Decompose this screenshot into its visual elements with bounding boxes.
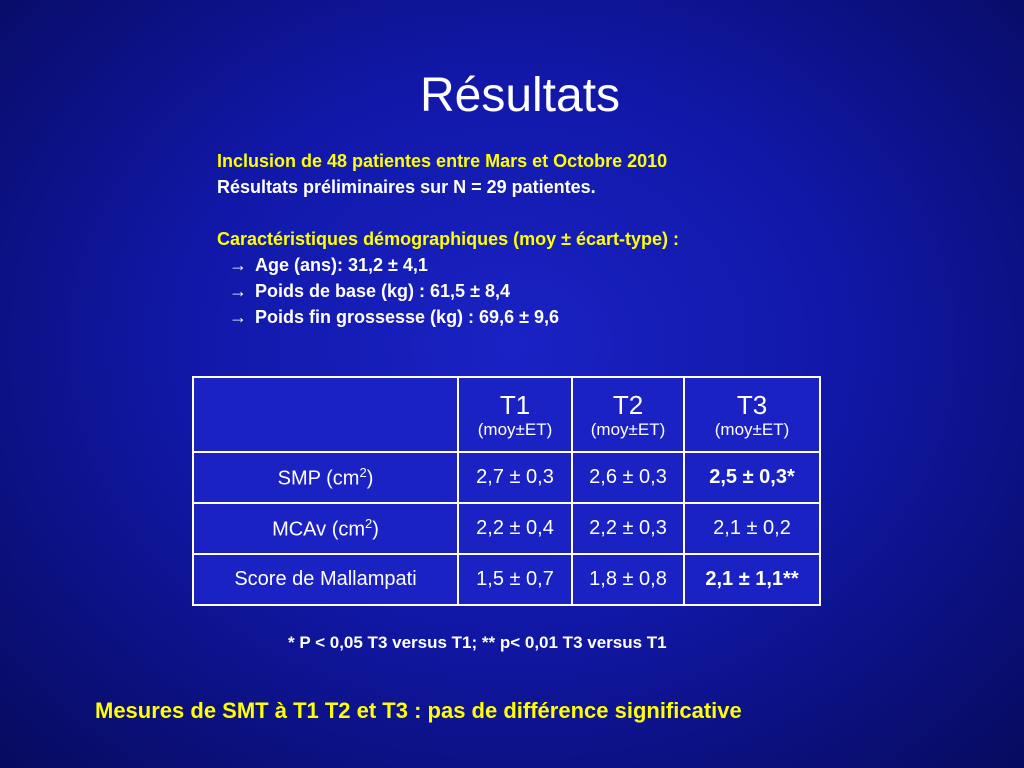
bullet-base-weight bbox=[217, 278, 679, 304]
row-label-end: ) bbox=[366, 467, 374, 490]
table-footnote: * P < 0,05 T3 versus T1; ** p< 0,01 T3 versus T1 bbox=[288, 633, 667, 652]
table-cell: 1,8 ± 0,8 bbox=[573, 555, 683, 604]
spacer bbox=[217, 200, 679, 226]
arrow-right-icon: → bbox=[229, 255, 247, 275]
table-row-mcav bbox=[194, 504, 819, 553]
column-header-t2 bbox=[573, 378, 683, 451]
column-label: T3 bbox=[736, 389, 768, 420]
table-cell-significant: 2,1 ± 1,1** bbox=[685, 555, 819, 604]
bullet-end-weight bbox=[217, 304, 679, 330]
row-label-text: MCAv (cm bbox=[272, 518, 366, 541]
table-cell: 2,1 ± 0,2 bbox=[685, 504, 819, 553]
bullet-age bbox=[217, 252, 679, 278]
table-header-row bbox=[194, 378, 819, 451]
arrow-right-icon: → bbox=[229, 281, 247, 301]
superscript: 2 bbox=[359, 464, 367, 480]
inclusion-line: Inclusion de 48 patientes entre Mars et Octobre 2010 bbox=[217, 151, 668, 171]
bullet-text: Poids de base (kg) : 61,5 ± 8,4 bbox=[255, 281, 510, 301]
table-cell: 2,7 ± 0,3 bbox=[459, 453, 571, 502]
superscript: 2 bbox=[365, 515, 373, 531]
column-label: T2 bbox=[612, 389, 644, 420]
column-header-t3 bbox=[685, 378, 819, 451]
conclusion-text: Mesures de SMT à T1 T2 et T3 : pas de différence significative bbox=[95, 698, 742, 723]
column-label: T1 bbox=[499, 389, 531, 420]
column-header-t1 bbox=[459, 378, 571, 451]
bullet-text: Age (ans): 31,2 ± 4,1 bbox=[255, 255, 428, 275]
table-cell-significant: 2,5 ± 0,3* bbox=[685, 453, 819, 502]
table-cell: 2,6 ± 0,3 bbox=[573, 453, 683, 502]
column-sublabel: (moy±ET) bbox=[714, 419, 790, 439]
intro-block bbox=[217, 148, 679, 330]
row-label: Score de Mallampati bbox=[194, 555, 457, 604]
column-sublabel: (moy±ET) bbox=[477, 419, 553, 439]
row-label bbox=[194, 453, 457, 502]
row-label-text: SMP (cm bbox=[277, 467, 360, 490]
demographics-heading: Caractéristiques démographiques (moy ± écart-type) : bbox=[217, 229, 679, 249]
table-cell: 2,2 ± 0,3 bbox=[573, 504, 683, 553]
column-sublabel: (moy±ET) bbox=[590, 419, 666, 439]
bullet-text: Poids fin grossesse (kg) : 69,6 ± 9,6 bbox=[255, 307, 559, 327]
row-label-end: ) bbox=[372, 518, 379, 541]
row-label bbox=[194, 504, 457, 553]
table-row-mallampati bbox=[194, 555, 819, 604]
table-corner-cell bbox=[194, 378, 457, 451]
results-table bbox=[192, 376, 821, 606]
table-cell: 2,2 ± 0,4 bbox=[459, 504, 571, 553]
arrow-right-icon: → bbox=[229, 307, 247, 327]
table-row-smp bbox=[194, 453, 819, 502]
preliminary-results-line: Résultats préliminaires sur N = 29 patientes. bbox=[217, 177, 596, 197]
table-cell: 1,5 ± 0,7 bbox=[459, 555, 571, 604]
slide-title: Résultats bbox=[419, 69, 621, 122]
